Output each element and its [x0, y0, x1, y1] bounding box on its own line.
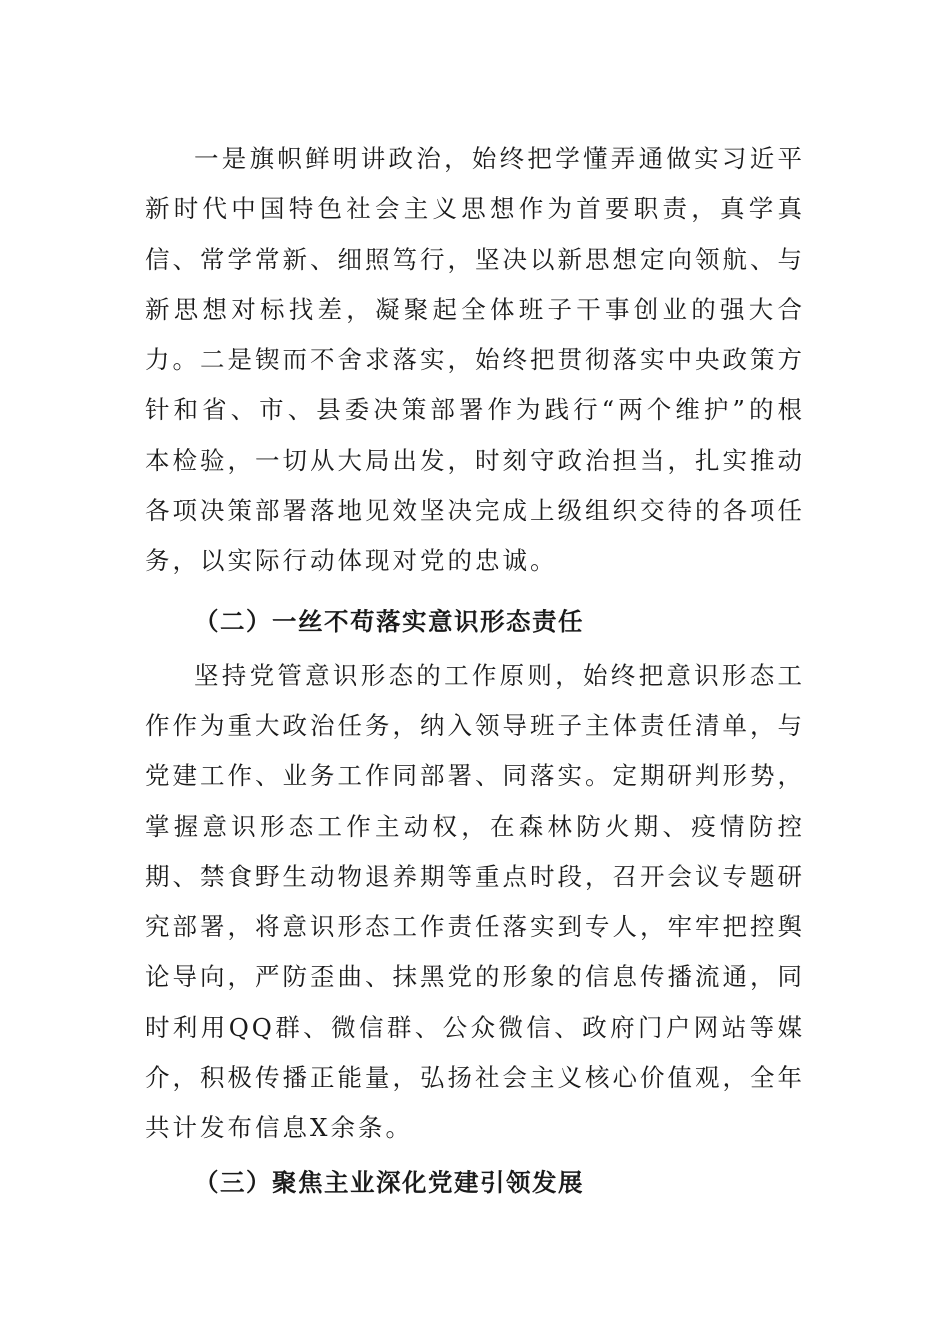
paragraph-political-stance: 一是旗帜鲜明讲政治，始终把学懂弄通做实习近平新时代中国特色社会主义思想作为首要职责，真学真信、常学常新、细照笃行，坚决以新思想定向领航、与新思想对标找差，凝聚起全体班子干事创业的强大合力。二是锲而不舍求落实，始终把贯彻落实中央政策方针和省、市、县委决策部署作为践行“两个维护”的根本检验，一切从大局出发，时刻守政治担当，扎实推动各项决策部署落地见效坚决完成上级组织交待的各项任务，以实际行动体现对党的忠诚。	[145, 144, 805, 576]
paragraph-ideology-responsibility: 坚持党管意识形态的工作原则，始终把意识形态工作作为重大政治任务，纳入领导班子主体责任清单，与党建工作、业务工作同部署、同落实。定期研判形势，掌握意识形态工作主动权，在森林防火期、疫情防控期、禁食野生动物退养期等重点时段，召开会议专题研究部署，将意识形态工作责任落实到专人，牢牢把控舆论导向，严防歪曲、抹黑党的形象的信息传播流通，同时利用QQ群、微信群、公众微信、政府门户网站等媒介，积极传播正能量，弘扬社会主义核心价值观，全年共计发布信息X余条。	[145, 660, 805, 1143]
section-heading-party-building: （三）聚焦主业深化党建引领发展	[194, 1167, 584, 1197]
section-heading-ideology: （二）一丝不苟落实意识形态责任	[194, 606, 584, 636]
document-body	[145, 134, 805, 1212]
